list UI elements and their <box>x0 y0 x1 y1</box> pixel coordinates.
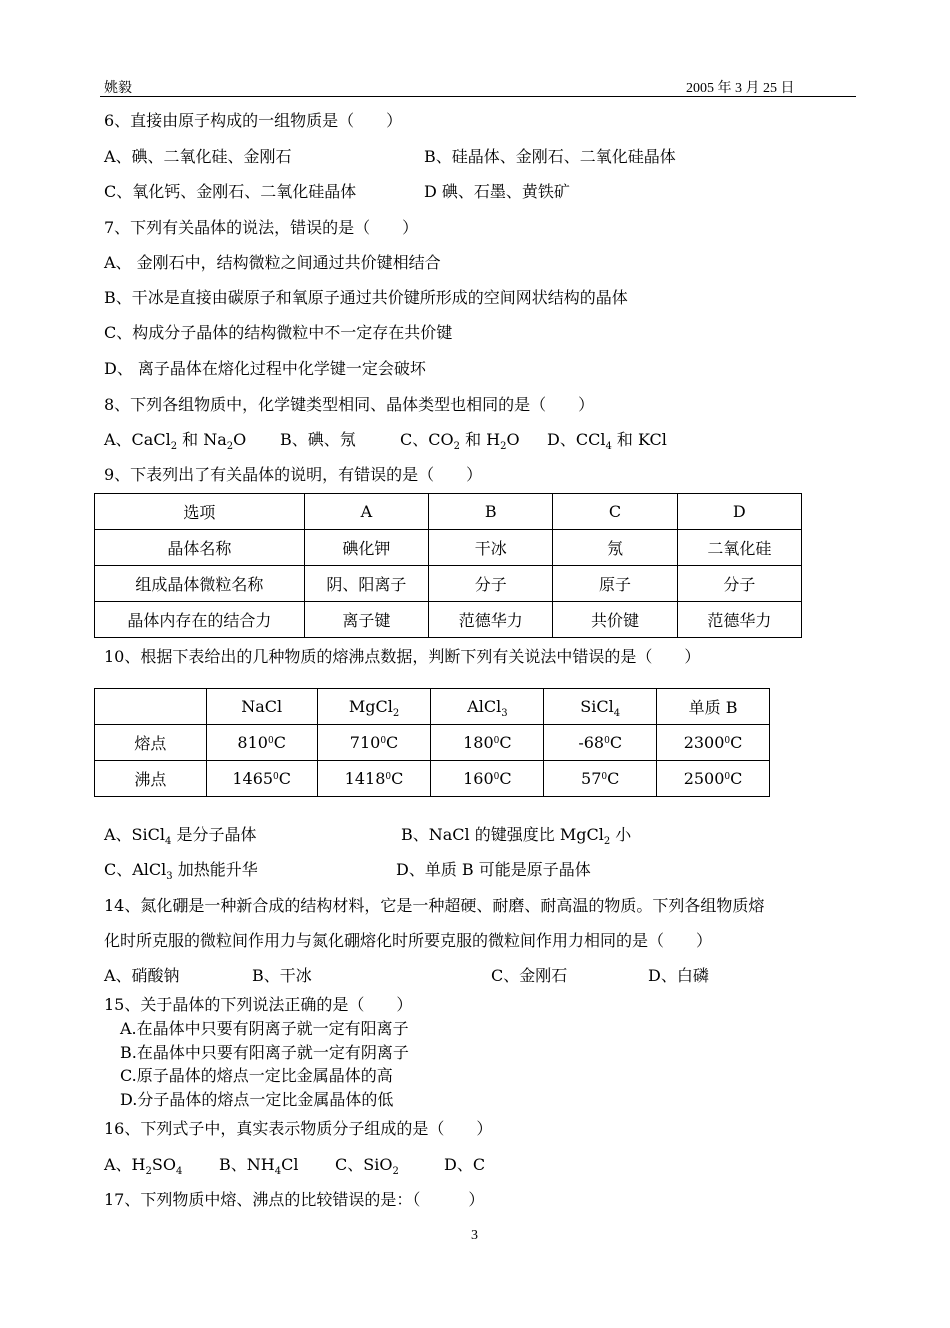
table-row <box>95 725 770 761</box>
table-cell: 氖 <box>553 530 677 566</box>
table-cell: A <box>304 494 428 530</box>
table-row <box>95 602 802 638</box>
q8-option-a: A、CaCl$_2$ 和 $Na_2O$ <box>104 430 247 452</box>
q7-option-b: B、干冰是直接由碳原子和氧原子通过共价键所形成的空间网状结构的晶体 <box>104 288 628 307</box>
header-author: 姚毅 <box>104 81 132 96</box>
table-cell: 1418$^0$C <box>317 761 431 797</box>
q9-table <box>94 493 802 638</box>
q14-option-a: A、硝酸钠 <box>104 966 180 985</box>
q7-option-d: D、 离子晶体在熔化过程中化学键一定会破坏 <box>104 359 426 378</box>
table-cell: 范德华力 <box>677 602 801 638</box>
table-row <box>95 530 802 566</box>
table-row <box>95 689 770 725</box>
table-cell: 组成晶体微粒名称 <box>95 566 305 602</box>
table-cell: NaCl <box>206 689 317 725</box>
table-cell: 阴、阳离子 <box>304 566 428 602</box>
table-cell: C <box>553 494 677 530</box>
q7-option-c: C、构成分子晶体的结构微粒中不一定存在共价键 <box>104 323 453 342</box>
table-cell: 离子键 <box>304 602 428 638</box>
q15-stem: 15、关于晶体的下列说法正确的是（ ） <box>104 995 413 1014</box>
table-cell: $710^0C$ <box>317 725 431 761</box>
q6-option-c: C、氧化钙、金刚石、二氧化硅晶体 <box>104 182 357 201</box>
q15-option-b: B.在晶体中只要有阳离子就一定有阴离子 <box>120 1043 409 1062</box>
table-cell: 干冰 <box>429 530 553 566</box>
table-cell: 范德华力 <box>429 602 553 638</box>
table-cell: MgCl$_2$ <box>317 689 431 725</box>
q14-option-b: B、干冰 <box>252 966 312 985</box>
table-cell: 分子 <box>429 566 553 602</box>
table-row <box>95 761 770 797</box>
table-cell <box>95 689 207 725</box>
table-cell: 二氧化硅 <box>677 530 801 566</box>
q15-option-c: C.原子晶体的熔点一定比金属晶体的高 <box>120 1066 393 1085</box>
q14-stem-line2: 化时所克服的微粒间作用力与氮化硼熔化时所要克服的微粒间作用力相同的是（ ） <box>104 931 713 950</box>
q10-stem: 10、根据下表给出的几种物质的熔沸点数据，判断下列有关说法中错误的是（ ） <box>104 647 701 666</box>
q10-option-a: A、SiCl$_4$ 是分子晶体 <box>104 825 257 847</box>
table-cell: 2500$^0$C <box>657 761 770 797</box>
table-cell: $160^0C$ <box>431 761 544 797</box>
q17-stem: 17、下列物质中熔、沸点的比较错误的是：（ ） <box>104 1190 485 1209</box>
q8-option-c: C、$CO_2$ 和 $H_2O$ <box>400 430 520 452</box>
q15-option-d: D.分子晶体的熔点一定比金属晶体的低 <box>120 1090 394 1109</box>
q10-table <box>94 688 770 797</box>
table-cell: 晶体名称 <box>95 530 305 566</box>
q10-option-c: C、AlCl$_3$ 加热能升华 <box>104 860 258 882</box>
q16-option-b: B、$NH_4Cl$ <box>219 1155 299 1177</box>
table-cell: SiCl$_4$ <box>544 689 657 725</box>
q16-option-d: D、C <box>444 1155 486 1174</box>
table-cell: 分子 <box>677 566 801 602</box>
header-date: 2005 年 3 月 25 日 <box>686 81 795 96</box>
table-cell: $57^0C$ <box>544 761 657 797</box>
q16-option-a: A、$H_2SO_4$ <box>104 1155 183 1177</box>
q6-option-a: A、碘、二氧化硅、金刚石 <box>104 147 292 166</box>
q14-option-d: D、白磷 <box>648 966 709 985</box>
table-cell: D <box>677 494 801 530</box>
q14-stem-line1: 14、氮化硼是一种新合成的结构材料，它是一种超硬、耐磨、耐高温的物质。下列各组物质熔 <box>104 896 765 915</box>
table-cell: B <box>429 494 553 530</box>
table-cell: $810^0C$ <box>206 725 317 761</box>
table-cell: 1465$^0$C <box>206 761 317 797</box>
table-cell: 共价键 <box>553 602 677 638</box>
q8-option-b: B、碘、氖 <box>280 430 356 449</box>
table-cell: 熔点 <box>95 725 207 761</box>
table-cell: AlCl$_3$ <box>431 689 544 725</box>
q16-stem: 16、下列式子中，真实表示物质分子组成的是（ ） <box>104 1119 493 1138</box>
table-cell: 沸点 <box>95 761 207 797</box>
table-row <box>95 494 802 530</box>
q10-option-b: B、NaCl 的键强度比 MgCl$_2$ 小 <box>401 825 632 847</box>
q7-option-a: A、 金刚石中，结构微粒之间通过共价键相结合 <box>104 253 441 272</box>
table-cell: $180^0C$ <box>431 725 544 761</box>
table-cell: 原子 <box>553 566 677 602</box>
header-rule <box>100 96 856 97</box>
table-cell: 晶体内存在的结合力 <box>95 602 305 638</box>
q6-stem: 6、直接由原子构成的一组物质是（ ） <box>104 111 403 130</box>
table-cell: 选项 <box>95 494 305 530</box>
page-number: 3 <box>471 1228 478 1243</box>
q9-stem: 9、下表列出了有关晶体的说明，有错误的是（ ） <box>104 465 483 484</box>
table-cell: 碘化钾 <box>304 530 428 566</box>
q8-stem: 8、下列各组物质中，化学键类型相同、晶体类型也相同的是（ ） <box>104 395 595 414</box>
table-cell: $-68^0C$ <box>544 725 657 761</box>
q16-option-c: C、SiO$_2$ <box>335 1155 399 1177</box>
q8-option-d: D、CCl$_4$ 和 KCl <box>547 430 667 452</box>
table-cell: 2300$^0$C <box>657 725 770 761</box>
q15-option-a: A.在晶体中只要有阴离子就一定有阳离子 <box>120 1019 409 1038</box>
table-cell: 单质 B <box>657 689 770 725</box>
q6-option-b: B、硅晶体、金刚石、二氧化硅晶体 <box>424 147 676 166</box>
q10-option-d: D、单质 B 可能是原子晶体 <box>396 860 591 879</box>
table-row <box>95 566 802 602</box>
q14-option-c: C、金刚石 <box>491 966 568 985</box>
q6-option-d: D 碘、石墨、黄铁矿 <box>424 182 570 201</box>
q7-stem: 7、下列有关晶体的说法，错误的是（ ） <box>104 218 419 237</box>
